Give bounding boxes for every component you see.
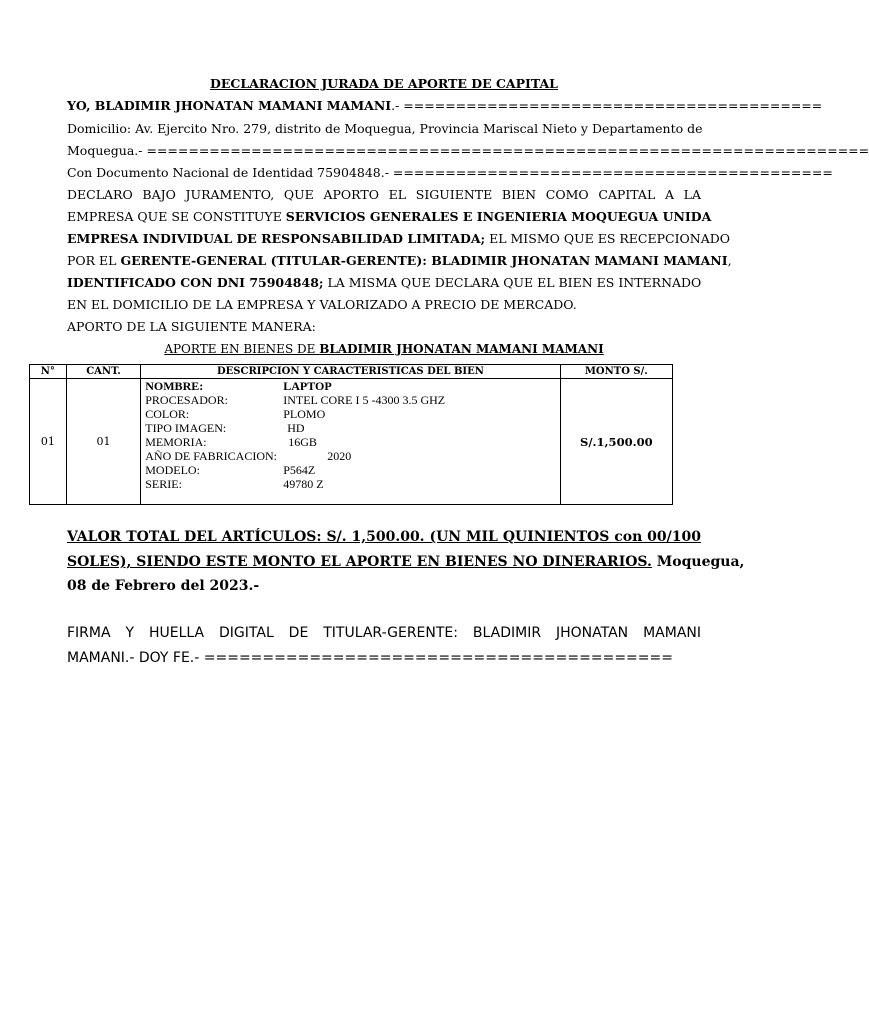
text-segment: EL MISMO QUE ES RECEPCIONADO: [485, 231, 730, 246]
table-row: [30, 379, 673, 505]
cell-description: [141, 379, 560, 505]
header-quantity: CANT.: [66, 365, 141, 379]
declarant-name: YO, BLADIMIR JHONATAN MAMANI MAMANI: [67, 98, 392, 113]
document-title: DECLARACION JURADA DE APORTE DE CAPITAL: [210, 76, 558, 91]
text-segment: LA MISMA QUE DECLARA QUE EL BIEN ES INTERNADO: [323, 275, 702, 290]
declarant-line: [67, 97, 823, 115]
desc-value: INTEL CORE I 5 -4300 3.5 GHZ: [283, 393, 446, 407]
desc-row: [145, 393, 559, 407]
desc-value: P564Z: [283, 463, 316, 477]
desc-key: AÑO DE FABRICACION:: [145, 449, 278, 463]
text-segment: EMPRESA QUE SE CONSTITUYE: [67, 209, 286, 224]
declaration-line-6: EN EL DOMICILIO DE LA EMPRESA Y VALORIZADO A PRECIO DE MERCADO.: [67, 297, 577, 312]
total-line-2: [67, 549, 745, 575]
cell-number: 01: [30, 379, 67, 505]
desc-row: [145, 463, 559, 477]
desc-value: 16GB: [288, 435, 317, 449]
text-segment: ,: [727, 253, 732, 268]
desc-row: [145, 435, 559, 449]
desc-row: [145, 407, 559, 421]
header-description: DESCRIPCION Y CARACTERISTICAS DEL BIEN: [141, 365, 560, 379]
declaration-line-3: [67, 230, 730, 248]
declarant-fill: .- ========================================: [391, 98, 823, 113]
desc-key: COLOR:: [145, 407, 190, 421]
table-caption: [67, 340, 701, 358]
desc-key: MODELO:: [145, 463, 200, 477]
company-name: SERVICIOS GENERALES E INGENIERIA MOQUEGUA UNIDA: [285, 209, 712, 224]
text-segment: POR EL: [67, 253, 121, 268]
manager-name: GERENTE-GENERAL (TITULAR-GERENTE): BLADIMIR JHONATAN MAMANI MAMANI: [120, 253, 728, 268]
desc-value: 2020: [327, 449, 352, 463]
signature-line-1: FIRMA Y HUELLA DIGITAL DE TITULAR-GERENTE: BLADIMIR JHONATAN MAMANI: [67, 625, 701, 641]
table-header-row: [30, 365, 673, 379]
declaration-line-5: [67, 274, 701, 292]
declaration-line-4: [67, 252, 732, 270]
desc-value: LAPTOP: [283, 379, 332, 393]
desc-key: MEMORIA:: [145, 435, 207, 449]
desc-key: NOMBRE:: [145, 379, 204, 393]
header-number: N°: [30, 365, 67, 379]
place: Moquegua,: [651, 554, 745, 570]
declaration-line-1: DECLARO BAJO JURAMENTO, QUE APORTO EL SIGUIENTE BIEN COMO CAPITAL A LA: [67, 187, 701, 202]
signature-line-2: MAMANI.- DOY FE.- ========================================: [67, 650, 673, 666]
caption-name: BLADIMIR JHONATAN MAMANI MAMANI: [319, 342, 604, 356]
dni-identifier: IDENTIFICADO CON DNI 75904848;: [67, 275, 324, 290]
cell-quantity: 01: [66, 379, 141, 505]
contribution-intro: APORTO DE LA SIGUIENTE MANERA:: [67, 319, 316, 334]
desc-row: [145, 421, 559, 435]
declaration-line-2: [67, 208, 712, 226]
header-amount: MONTO S/.: [560, 365, 672, 379]
desc-value: HD: [287, 421, 305, 435]
address-line: Domicilio: Av. Ejercito Nro. 279, distrito de Moquegua, Provincia Mariscal Nieto y Departamento de: [67, 121, 703, 136]
desc-key: SERIE:: [145, 477, 182, 491]
date-line: 08 de Febrero del 2023.-: [67, 578, 260, 594]
address-line-2: Moquegua.- =====================================================================: [67, 143, 869, 158]
desc-value: PLOMO: [283, 407, 326, 421]
desc-value: 49780 Z: [283, 477, 324, 491]
caption-prefix: APORTE EN BIENES DE: [164, 342, 320, 356]
desc-row: [145, 477, 559, 491]
desc-row: [145, 449, 559, 463]
cell-amount: S/.1,500.00: [560, 379, 672, 505]
dni-line: Con Documento Nacional de Identidad 75904848.- ==========================================: [67, 165, 833, 180]
company-type: EMPRESA INDIVIDUAL DE RESPONSABILIDAD LIMITADA;: [67, 231, 486, 246]
desc-row: [145, 379, 559, 393]
assets-table: [29, 364, 673, 505]
desc-key: PROCESADOR:: [145, 393, 228, 407]
total-line-1: VALOR TOTAL DEL ARTÍCULOS: S/. 1,500.00. (UN MIL QUINIENTOS con 00/100: [67, 529, 701, 545]
desc-key: TIPO IMAGEN:: [145, 421, 227, 435]
total-text: SOLES), SIENDO ESTE MONTO EL APORTE EN BIENES NO DINERARIOS.: [67, 554, 652, 570]
